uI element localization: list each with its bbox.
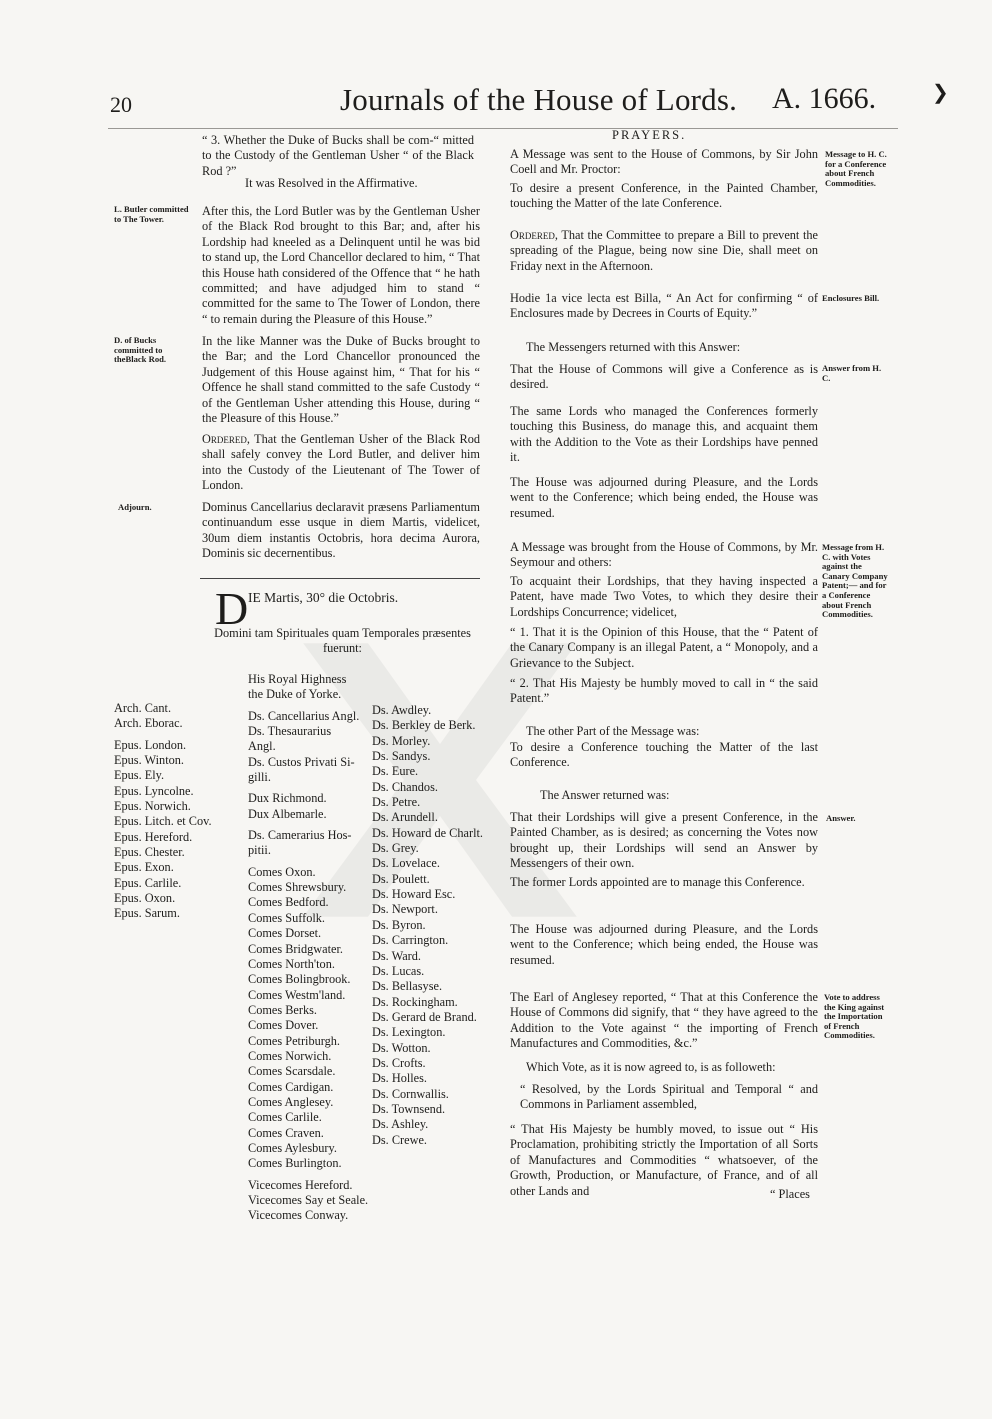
enclosures-bill-paragraph: Hodie 1a vice lecta est Billa, “ An Act for confirming “ of Enclosures made by Decrees in Courts of Equity.” [510,291,818,321]
bishop-entry: Epus. Oxon. [114,891,176,906]
bishop-entry: Epus. Litch. et Cov. [114,814,212,829]
baron-entry: Ds. Howard de Charlt. [372,825,483,840]
baron-entry: Ds. Gerard de Brand. [372,1009,477,1024]
baron-entry: Ds. Arundell. [372,810,438,825]
ordered-paragraph [202,432,480,494]
resolution-line: It was Resolved in the Affirmative. [245,176,418,190]
bishop-entry: Epus. Chester. [114,845,185,860]
peer-entry: Angl. [248,739,276,754]
baron-entry: Ds. Sandys. [372,749,431,764]
baron-entry: Ds. Rockingham. [372,994,458,1009]
peer-entry: Comes Bedford. [248,895,329,910]
date-dropcap: D [215,583,249,634]
bishop-entry: Epus. London. [114,737,187,752]
peers-list [248,672,380,1224]
bishop-entry: Epus. Lyncolne. [114,783,194,798]
bishop-entry: Epus. Norwich. [114,799,191,814]
peer-entry: pitii. [248,843,271,858]
margin-note-butler: L. Butler committed to The Tower. [114,204,189,224]
question-paragraph: “ 3. Whether the Duke of Bucks shall be com-“ mitted to the Custody of the Gentleman Usher “ of the Black Rod ?” [202,133,474,178]
baron-entry: Ds. Byron. [372,917,426,932]
peer-entry: Comes Oxon. [248,864,316,879]
margin-note-enclosures: Enclosures Bill. [822,293,880,303]
baron-entry: Ds. Eure. [372,764,419,779]
peer-entry: Vicecomes Conway. [248,1208,349,1223]
peer-entry: Comes Petriburgh. [248,1033,340,1048]
peer-entry: Comes Burlington. [248,1156,342,1171]
year-label: A. 1666. [772,82,877,115]
peer-entry: Comes North'ton. [248,956,335,971]
message-paragraph-1: A Message was sent to the House of Commons, by Sir John Coell and Mr. Proctor: [510,147,818,177]
ordered-lead: Ordered, [202,432,250,446]
margin-note-vote: Vote to address the King against the Importation of French Commodities. [824,992,885,1041]
peer-entry: Comes Aylesbury. [248,1140,337,1155]
adjourned-paragraph-2: The House was adjourned during Pleasure, and the Lords went to the Conference; which being ended, the House was resumed. [510,922,818,967]
header-rule [108,128,898,129]
baron-entry: Ds. Crewe. [372,1132,427,1147]
peer-entry: Comes Anglesey. [248,1094,334,1109]
bishops-list [114,701,242,922]
vote-one: “ 1. That it is the Opinion of this House, that the “ Patent of the Canary Company is an illegal Patent, a “ Monopoly, and a Grievance to the Subject. [510,625,818,670]
baron-entry: Ds. Lexington. [372,1025,446,1040]
former-lords-paragraph: The former Lords appointed are to manage this Conference. [510,875,805,889]
bishop-entry: Epus. Ely. [114,768,165,783]
peer-entry: Comes Dorset. [248,926,322,941]
baron-entry: Ds. Crofts. [372,1055,426,1070]
peer-entry: Comes Bolingbrook. [248,972,351,987]
baron-entry: Ds. Howard Esc. [372,887,456,902]
peer-entry: Comes Craven. [248,1125,324,1140]
peer-entry: Comes Shrewsbury. [248,880,347,895]
peer-entry: Ds. Cancellarius Angl. [248,708,360,723]
bishop-entry: Arch. Cant. [114,701,172,715]
baron-entry: Ds. Bellasyse. [372,979,443,994]
plague-ordered-lead: Ordered, [510,228,558,242]
peer-entry: Comes Bridgwater. [248,941,343,956]
baron-entry: Ds. Awdley. [372,703,432,717]
baron-entry: Ds. Berkley de Berk. [372,718,476,733]
baron-entry: Ds. Ward. [372,948,421,963]
bishop-entry: Epus. Carlile. [114,875,182,890]
anglesey-report: The Earl of Anglesey reported, “ That at this Conference the House of Commons did signify, that “ they have agreed to the Addition to the Vote against “ the importing of French Manufactures and Commodities, &c.” [510,990,818,1051]
conference-request-2: To desire a Conference touching the Matter of the last Conference. [510,740,818,770]
peer-entry: Dux Richmond. [248,791,327,806]
peer-entry: Dux Albemarle. [248,806,327,821]
peer-entry: His Royal Highness [248,672,347,686]
plague-ordered-text: That the Committee to prepare a Bill to prevent the spreading of the Plague, being now sine Die, shall meet on Friday next in the Afternoon. [510,228,818,273]
margin-note-message-1: Message to H. C. for a Conference about French Commodities. [825,149,887,188]
commons-answer: That the House of Commons will give a Conference as is desired. [510,362,818,392]
bucks-paragraph: In the like Manner was the Duke of Bucks brought to the Bar; and the Lord Chancellor pronounced the Judgement of this House against him, “ That for his “ Offence he shall stand committed to the safe Custody “ of the Gentleman Usher attending this House, during “ the Pleasure of this House.” [202,334,480,426]
butler-paragraph: After this, the Lord Butler was by the Gentleman Usher of the Black Rod brought to this Bar; and, after his Lordship had kneeled as a Delinquent until he was bid to stand up, the Lord Chancellor declared to him, “ That this House hath considered of the Offence that “ he hath committed; and have adjudged him to stand “ committed for the same to The Tower of London, there “ to remain during the Pleasure of this House.” [202,204,480,326]
bishop-entry: Epus. Sarum. [114,906,180,921]
baron-entry: Ds. Chandos. [372,779,438,794]
proclamation-paragraph: “ That His Majesty be humbly moved, to issue out “ His Proclamation, prohibiting strictly the Importation of all Sorts of Manufactures and Commodities “ whatsoever, of the Growth, Production, or Manufacture, of France, and of all other Lands and [510,1122,818,1198]
baron-entry: Ds. Carrington. [372,933,449,948]
baron-entry: Ds. Morley. [372,733,431,748]
peer-entry: Comes Scarsdale. [248,1064,336,1079]
peer-entry: Comes Dover. [248,1018,319,1033]
margin-note-adjourn: Adjourn. [118,502,152,512]
peer-entry: gilli. [248,770,271,785]
peer-entry: Comes Cardigan. [248,1079,334,1094]
margin-note-answer-hc: Answer from H. C. [822,363,882,383]
vote-two: “ 2. That His Majesty be humbly moved to call in “ the said Patent.” [510,676,818,706]
message-paragraph-2: A Message was brought from the House of Commons, by Mr. Seymour and others: [510,540,818,570]
page-number: 20 [110,92,132,117]
bishop-entry: Epus. Winton. [114,753,184,768]
baron-entry: Ds. Poulett. [372,871,430,886]
adjournment-paragraph: Dominus Cancellarius declaravit præsens Parliamentum continuandum esse usque in diem Martis, videlicet, 30um diem instantis Octobris, hora decima Aurora, Dominis sic decernentibus. [202,500,480,561]
peer-entry: Ds. Thesaurarius [248,724,332,739]
date-line: IE Martis, 30° die Octobris. [248,590,399,605]
plague-bill-paragraph [510,228,818,274]
baron-entry: Ds. Lovelace. [372,856,440,871]
other-part-line: The other Part of the Message was: [526,724,700,738]
peer-entry: Comes Norwich. [248,1048,332,1063]
conference-request-1: To desire a present Conference, in the Painted Chamber, touching the Matter of the late Conference. [510,181,818,211]
messengers-returned: The Messengers returned with this Answer: [526,340,741,354]
ordered-text: That the Gentleman Usher of the Black Rod shall safely convey the Lord Butler, and deliver him into the Custody of the Lieutenant of The Tower of London. [202,432,481,493]
margin-note-answer: Answer. [826,813,856,823]
bishop-entry: Epus. Exon. [114,860,174,875]
peer-entry: Vicecomes Say et Seale. [248,1193,369,1207]
baron-entry: Ds. Newport. [372,902,438,917]
peer-entry: Ds. Custos Privati Si- [248,754,355,769]
peer-entry: Comes Berks. [248,1002,317,1017]
resolved-line: “ Resolved, by the Lords Spiritual and Temporal “ and Commons in Parliament assembled, [520,1082,818,1112]
baron-entry: Ds. Grey. [372,841,419,856]
vote-intro: Which Vote, as it is now agreed to, is as followeth: [526,1060,776,1074]
bishop-entry: Arch. Eborac. [114,716,183,731]
adjourned-paragraph-1: The House was adjourned during Pleasure, and the Lords went to the Conference; which being ended, the House was resumed. [510,475,818,520]
baron-entry: Ds. Cornwallis. [372,1086,449,1101]
managers-paragraph: The same Lords who managed the Conferences formerly touching this Business, do manage this, and acquaint them with the Addition to the Vote as their Lordships have penned it. [510,404,818,465]
peer-entry: Comes Carlile. [248,1110,322,1125]
baron-entry: Ds. Holles. [372,1071,427,1086]
bishop-entry: Epus. Hereford. [114,829,193,844]
baron-entry: Ds. Wotton. [372,1040,431,1055]
peer-entry: Ds. Camerarius Hos- [248,828,352,843]
peer-entry: Comes Westm'land. [248,987,346,1002]
margin-note-bucks: D. of Bucks committed to theBlack Rod. [114,335,167,365]
baron-entry: Ds. Townsend. [372,1101,446,1116]
baron-entry: Ds. Petre. [372,795,421,810]
page-title: Journals of the House of Lords. [340,82,738,117]
catchword: “ Places [770,1187,810,1201]
section-divider [200,578,480,579]
peer-entry: the Duke of Yorke. [248,687,342,702]
present-line: Domini tam Spirituales quam Temporales præsentes fuerunt: [214,626,471,656]
peer-entry: Comes Suffolk. [248,910,325,925]
answer-returned-line: The Answer returned was: [540,788,670,802]
barons-list [372,703,484,1148]
corner-mark: ❯ [932,82,949,104]
prayers-heading: PRAYERS. [612,128,687,142]
baron-entry: Ds. Ashley. [372,1117,429,1132]
peer-entry: Vicecomes Hereford. [248,1177,353,1192]
lordships-answer: That their Lordships will give a present Conference, in the Painted Chamber, as is desired; as concerning the Votes now brought up, their Lordships will send an Answer by Messengers of their own. [510,810,818,871]
votes-paragraph: To acquaint their Lordships, that they having inspected a Patent, have made Two Votes, to which they desire their Lordships Concurrence; videlicet, [510,574,818,619]
margin-note-message-2: Message from H. C. with Votes against the Canary Company Patent;— and for a Conference about French Commodities. [822,542,888,620]
baron-entry: Ds. Lucas. [372,963,425,978]
